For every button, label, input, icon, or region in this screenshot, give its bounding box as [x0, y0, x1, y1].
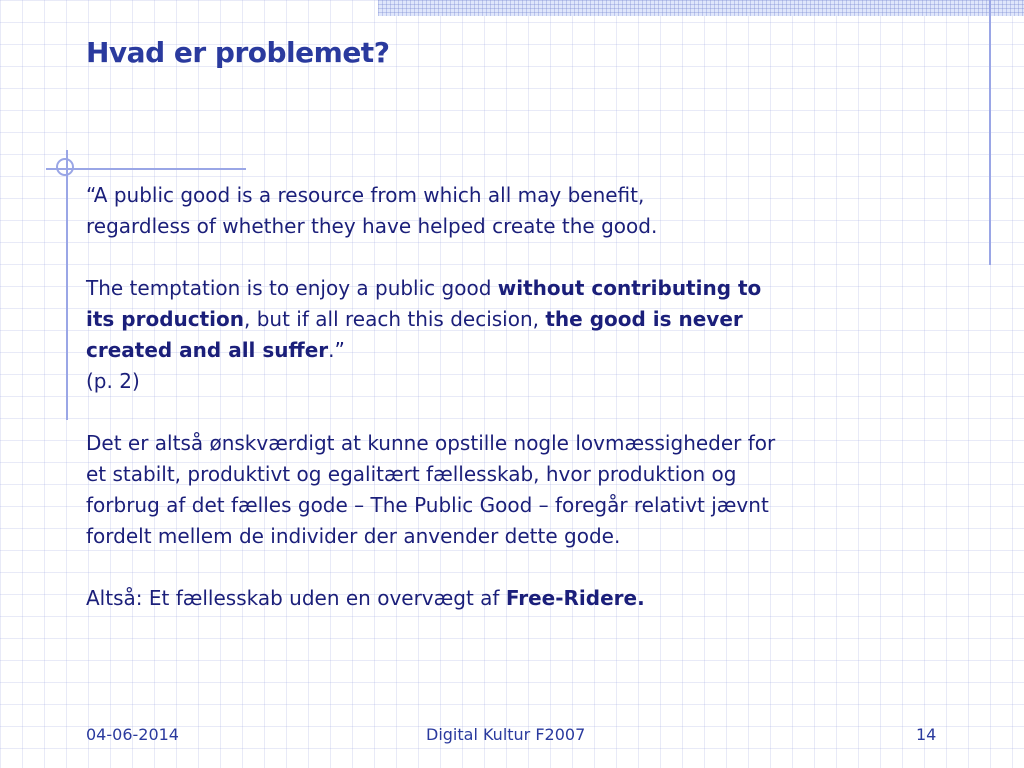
decorative-top-band: [378, 0, 1024, 16]
conclusion-prefix: Altså: Et fællesskab uden en overvægt af: [86, 586, 506, 610]
temptation-suffix: .”: [328, 338, 345, 362]
temptation-prefix: The temptation is to enjoy a public good: [86, 276, 498, 300]
slide-title: Hvad er problemet?: [86, 36, 390, 69]
quote-line-1: “A public good is a resource from which all may benefit,: [86, 183, 645, 207]
conclusion-bold: Free-Ridere.: [505, 586, 645, 610]
conclusion: [86, 583, 786, 614]
quote-intro: [86, 180, 786, 242]
footer-course-title: Digital Kultur F2007: [426, 725, 586, 744]
decorative-left-line: [66, 150, 68, 420]
quote-line-2: regardless of whether they have helped create the good.: [86, 214, 658, 238]
footer-page-number: 14: [916, 725, 937, 744]
danish-paragraph: Det er altså ønskværdigt at kunne opstille nogle lovmæssigheder for et stabilt, produktivt og egalitært fællesskab, hvor produktion og forbrug af det fælles gode – The Public Good – foregår relativt jævnt fordelt mellem de individer der anvender dette gode.: [86, 431, 776, 548]
quote-temptation: [86, 273, 786, 397]
slide-body: [86, 180, 786, 614]
temptation-bold-phrase: without contributing to its production: [86, 276, 762, 331]
decorative-circle-icon: [56, 158, 74, 176]
decorative-horizontal-line: [46, 168, 246, 170]
decorative-right-line: [989, 0, 991, 265]
temptation-bold-phrase-2: the good is never created and all suffer: [86, 307, 743, 362]
temptation-middle: , but if all reach this decision,: [244, 307, 546, 331]
quote-citation: (p. 2): [86, 369, 140, 393]
footer-date: 04-06-2014: [86, 725, 179, 744]
